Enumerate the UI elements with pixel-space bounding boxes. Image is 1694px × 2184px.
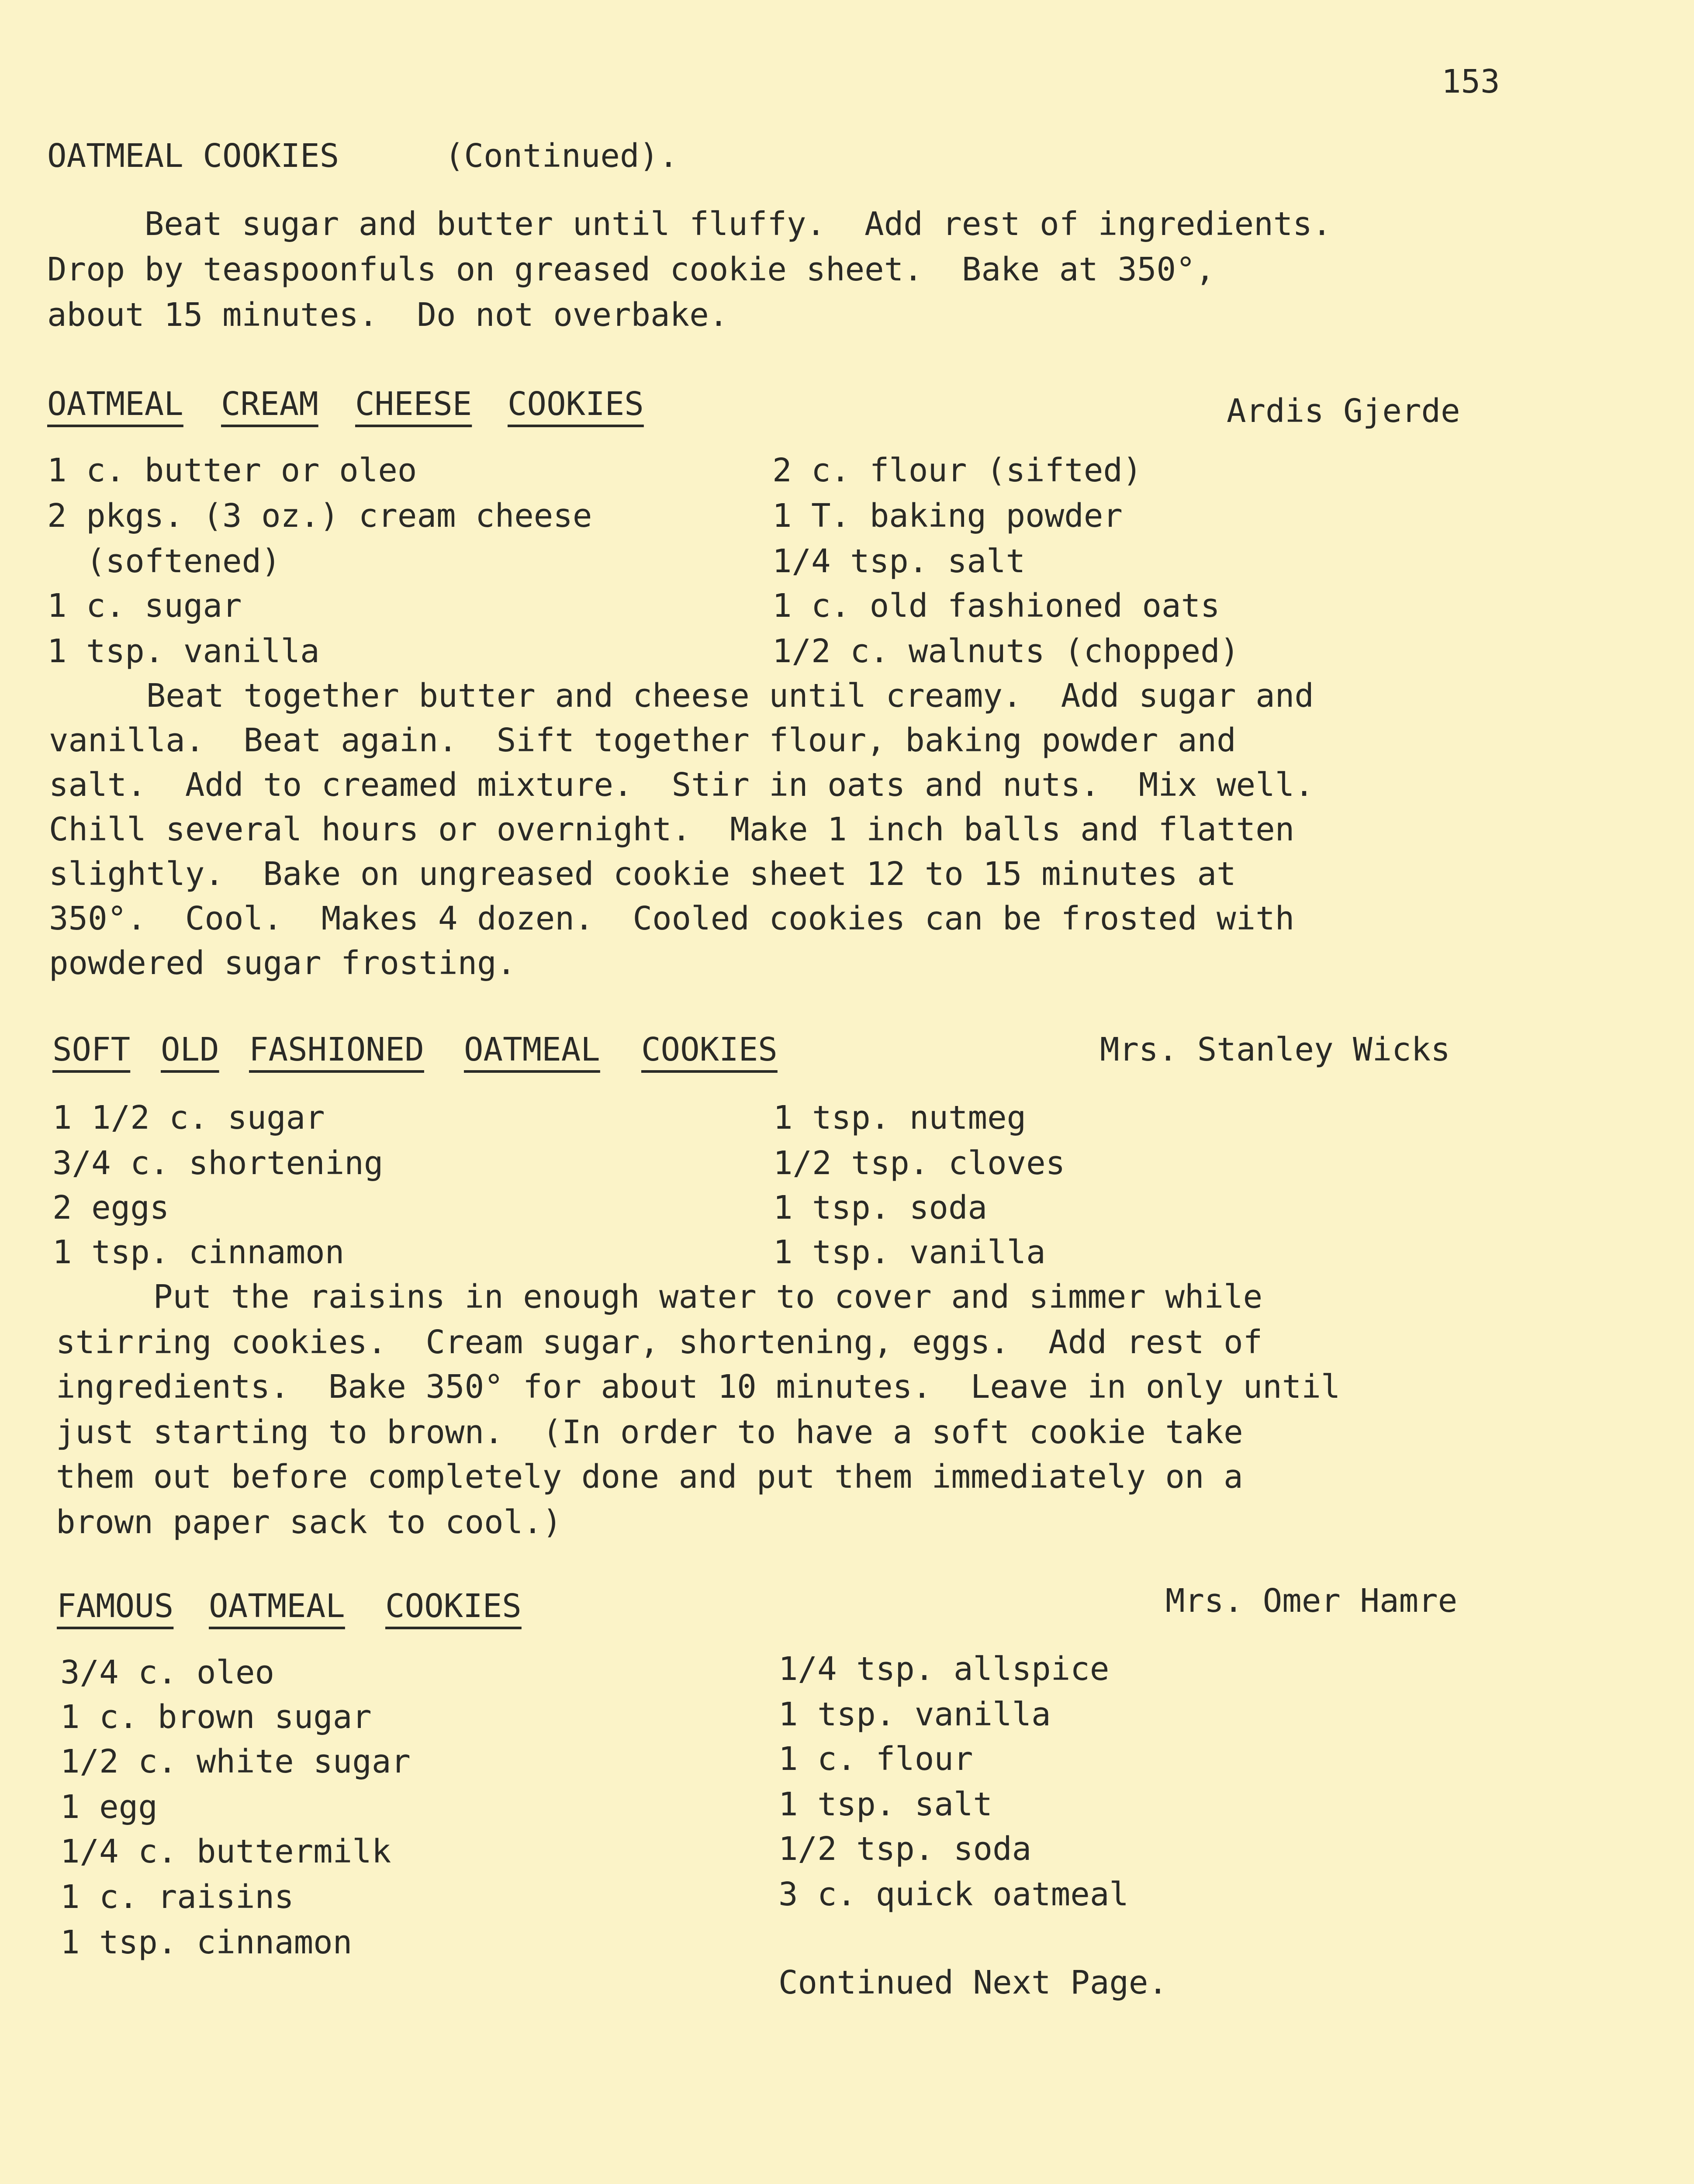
recipe-title-word: SOFT — [52, 1031, 131, 1068]
recipe-title-word: OLD — [161, 1031, 219, 1068]
instruction-line: Beat sugar and butter until fluffy. Add rest of ingredients. — [47, 205, 1332, 243]
instruction-line: Put the raisins in enough water to cover and simmer while — [56, 1278, 1263, 1316]
ingredient: 1/2 c. walnuts (chopped) — [772, 632, 1240, 670]
ingredient: 1 c. brown sugar — [60, 1698, 372, 1736]
ingredient: 2 pkgs. (3 oz.) cream cheese — [47, 497, 592, 535]
ingredient: 1 tsp. vanilla — [773, 1234, 1046, 1271]
instruction-line: salt. Add to creamed mixture. Stir in oats and nuts. Mix well. — [49, 766, 1314, 804]
instruction-line: just starting to brown. (In order to have a soft cookie take — [56, 1413, 1243, 1451]
instruction-line: about 15 minutes. Do not overbake. — [47, 296, 729, 334]
instruction-line: Chill several hours or overnight. Make 1 inch balls and flatten — [49, 811, 1295, 848]
ingredient: 3 c. quick oatmeal — [778, 1876, 1129, 1913]
ingredient: 1 T. baking powder — [772, 497, 1123, 535]
ingredient: 1 c. flour — [778, 1740, 973, 1778]
ingredient: 1/4 tsp. allspice — [778, 1650, 1110, 1688]
ingredient: 1 tsp. salt — [778, 1786, 993, 1823]
instruction-line: powdered sugar frosting. — [49, 944, 516, 982]
instruction-line: them out before completely done and put them immediately on a — [56, 1458, 1243, 1496]
ingredient: 1/2 tsp. cloves — [773, 1144, 1065, 1182]
page-number: 153 — [1442, 63, 1500, 100]
ingredient: 3/4 c. oleo — [60, 1654, 275, 1691]
ingredient: 2 eggs — [52, 1189, 169, 1227]
instruction-line: Beat together butter and cheese until creamy. Add sugar and — [49, 677, 1314, 715]
ingredient: 1 tsp. vanilla — [47, 632, 320, 670]
ingredient: 1 tsp. nutmeg — [773, 1099, 1027, 1137]
recipe-title-word: CREAM — [221, 385, 318, 423]
ingredient: 1 c. sugar — [47, 587, 242, 625]
section-title: OATMEAL COOKIES — [47, 137, 339, 175]
instruction-line: brown paper sack to cool.) — [56, 1503, 562, 1541]
ingredient: 1/2 c. white sugar — [60, 1743, 411, 1780]
continued-note: Continued Next Page. — [778, 1964, 1168, 2001]
instruction-line: slightly. Bake on ungreased cookie sheet 12 to 15 minutes at — [49, 855, 1236, 893]
ingredient: 1 1/2 c. sugar — [52, 1099, 325, 1137]
recipe-title-word: OATMEAL — [464, 1031, 600, 1068]
ingredient: 1/4 tsp. salt — [772, 543, 1026, 580]
recipe-author: Mrs. Stanley Wicks — [1100, 1031, 1450, 1068]
ingredient: (softened) — [47, 543, 281, 580]
ingredient: 1/2 tsp. soda — [778, 1830, 1032, 1868]
ingredient: 1 c. old fashioned oats — [772, 587, 1220, 625]
ingredient: 1 c. butter or oleo — [47, 452, 417, 489]
instruction-line: vanilla. Beat again. Sift together flour, baking powder and — [49, 722, 1236, 759]
recipe-title-word: FASHIONED — [249, 1031, 424, 1068]
recipe-title-word: FAMOUS — [57, 1587, 174, 1625]
ingredient: 1 c. raisins — [60, 1878, 294, 1916]
ingredient: 1 tsp. vanilla — [778, 1696, 1051, 1733]
recipe-title-word: COOKIES — [385, 1587, 522, 1625]
recipe-title-word: OATMEAL — [209, 1587, 345, 1625]
recipe-title-word: OATMEAL — [47, 385, 183, 423]
ingredient: 1/4 c. buttermilk — [60, 1833, 391, 1870]
ingredient: 1 egg — [60, 1788, 158, 1826]
ingredient: 1 tsp. cinnamon — [52, 1234, 345, 1271]
instruction-line: Drop by teaspoonfuls on greased cookie sheet. Bake at 350°, — [47, 251, 1215, 288]
ingredient: 2 c. flour (sifted) — [772, 452, 1142, 489]
ingredient: 3/4 c. shortening — [52, 1144, 384, 1182]
recipe-author: Mrs. Omer Hamre — [1165, 1582, 1458, 1620]
recipe-author: Ardis Gjerde — [1227, 392, 1460, 430]
recipe-title-word: CHEESE — [355, 385, 472, 423]
ingredient: 1 tsp. soda — [773, 1189, 988, 1227]
instruction-line: ingredients. Bake 350° for about 10 minutes. Leave in only until — [56, 1368, 1341, 1406]
section-title-suffix: (Continued). — [445, 137, 678, 175]
recipe-title-word: COOKIES — [641, 1031, 778, 1068]
recipe-title-word: COOKIES — [508, 385, 644, 423]
instruction-line: 350°. Cool. Makes 4 dozen. Cooled cookies can be frosted with — [49, 900, 1295, 937]
instruction-line: stirring cookies. Cream sugar, shortening, eggs. Add rest of — [56, 1324, 1263, 1361]
ingredient: 1 tsp. cinnamon — [60, 1924, 353, 1961]
